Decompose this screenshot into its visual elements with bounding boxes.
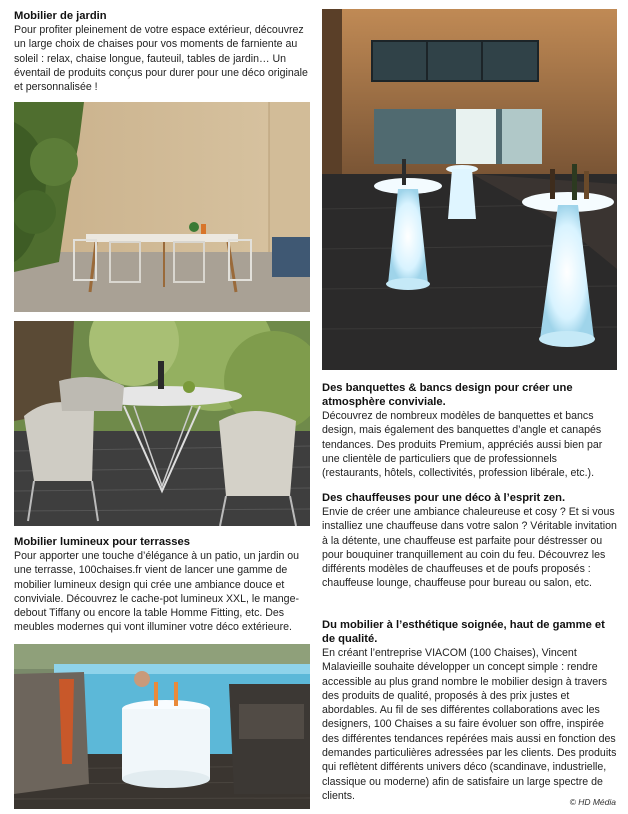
photo-pool-light (14, 644, 310, 809)
section-body: Pour profiter pleinement de votre espace extérieur, découvrez un large choix de chaises pour vos moments de farniente au soleil : relax, chaise longue, fauteuil, tables de jardin… Un éventail de produits conçus pour durer pour une déco originale et personnalisée ! (14, 24, 308, 94)
section-body: Envie de créer une ambiance chaleureuse et cosy ? Et si vous installiez une chauffeuse dans votre salon ? Véritable invitation à la détente, une chauffeuse est parfaite pour déstresser ou pour bouquiner tranquillement au coin du feu. Découvrez les différents modèles de chauffeuses et de poufs proposés : chauffeuse lounge, chauffeuse pour bureau ou salon, etc. (322, 506, 617, 590)
section-title: Des banquettes & bancs design pour créer une atmosphère conviviale. (322, 382, 573, 408)
section-title: Mobilier lumineux pour terrasses (14, 536, 190, 548)
section-title: Des chauffeuses pour une déco à l’esprit zen. (322, 492, 566, 504)
section-qualite (322, 618, 617, 803)
photo-garden-table (14, 102, 310, 312)
photo-credit: © HD Média (569, 797, 616, 807)
section-title: Du mobilier à l’esthétique soignée, haut de gamme et de qualité. (322, 619, 605, 645)
section-lumineux (14, 535, 310, 635)
section-jardin (14, 9, 310, 94)
section-title: Mobilier de jardin (14, 10, 107, 22)
section-body: Pour apporter une touche d’élégance à un patio, un jardin ou une terrasse, 100chaises.fr vient de lancer une gamme de mobilier lumineux design qui crée une ambiance douce et conviviale. Découvrez le cache-pot lumineux XXL, le mange-debout Tiffany ou encore la table Homme Fitting, etc. Des meubles modernes qui vont illuminer votre déco extérieure. (14, 550, 300, 634)
section-body: En créant l’entreprise VIACOM (100 Chaises), Vincent Malavieille souhaite développer un concept simple : rendre accessible au plus grand nombre le mobilier design à travers des produits de qualité, proposés à des prix justes et abordables. Au fil de ses différentes collaborations avec les designers, 100 Chaises a su faire évoluer son offre, inspirée des différentes tendances repérées mais aussi en fonction des demandes particulières adressées par les clients. Des produits qui reflètent différents univers déco (scandinave, industrielle, classique ou moderne) afin de satisfaire un large spectre de clients. (322, 647, 617, 802)
section-chauffeuses (322, 491, 617, 591)
section-body: Découvrez de nombreux modèles de banquettes et bancs design, mais également des banquettes d’angle et canapés tendances. Des produits Premium, appréciés aussi bien par une clientèle de particuliers que de professionnels (restaurants, hôtels, collectivités, profession libérale, etc.). (322, 410, 603, 480)
section-banquettes (322, 381, 617, 480)
photo-night-terrace (322, 9, 617, 370)
photo-round-table (14, 321, 310, 526)
